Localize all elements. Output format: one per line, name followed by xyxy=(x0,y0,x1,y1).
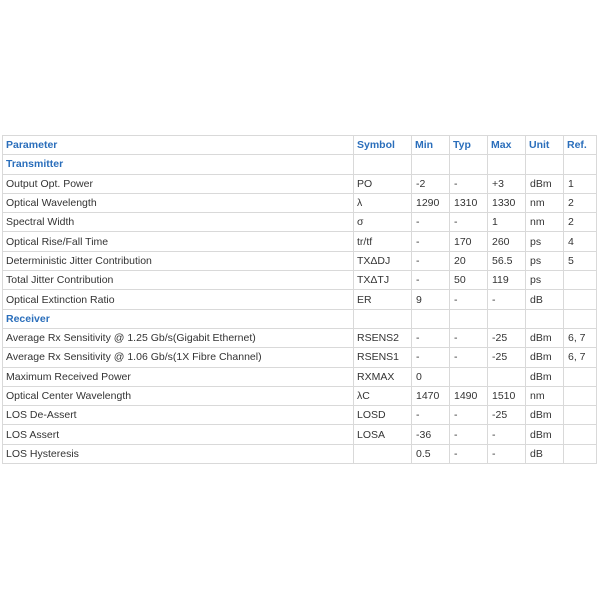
cell-ref: 2 xyxy=(564,193,597,212)
cell-parameter: Optical Center Wavelength xyxy=(3,386,354,405)
cell-max: 1330 xyxy=(488,193,526,212)
section-empty-cell xyxy=(412,309,450,328)
cell-ref: 6, 7 xyxy=(564,328,597,347)
cell-ref: 6, 7 xyxy=(564,348,597,367)
cell-parameter: Optical Wavelength xyxy=(3,193,354,212)
section-empty-cell xyxy=(526,155,564,174)
cell-ref xyxy=(564,425,597,444)
cell-symbol: λ xyxy=(354,193,412,212)
cell-unit: dBm xyxy=(526,348,564,367)
cell-unit: dB xyxy=(526,444,564,463)
cell-typ: - xyxy=(450,213,488,232)
cell-symbol: tr/tf xyxy=(354,232,412,251)
section-empty-cell xyxy=(526,309,564,328)
cell-parameter: Average Rx Sensitivity @ 1.25 Gb/s(Gigabit Ethernet) xyxy=(3,328,354,347)
cell-symbol: RSENS1 xyxy=(354,348,412,367)
cell-min: - xyxy=(412,232,450,251)
cell-typ: 20 xyxy=(450,251,488,270)
cell-unit: dBm xyxy=(526,425,564,444)
cell-symbol: ER xyxy=(354,290,412,309)
cell-min: 1470 xyxy=(412,386,450,405)
cell-max: - xyxy=(488,425,526,444)
cell-ref: 4 xyxy=(564,232,597,251)
cell-symbol: σ xyxy=(354,213,412,232)
cell-typ: 50 xyxy=(450,271,488,290)
cell-unit: dBm xyxy=(526,406,564,425)
cell-ref xyxy=(564,271,597,290)
header-row xyxy=(3,136,597,155)
cell-parameter: Spectral Width xyxy=(3,213,354,232)
table-row xyxy=(3,367,597,386)
cell-typ: - xyxy=(450,444,488,463)
cell-typ: - xyxy=(450,328,488,347)
cell-typ: - xyxy=(450,406,488,425)
table-row xyxy=(3,232,597,251)
cell-unit: dB xyxy=(526,290,564,309)
section-row xyxy=(3,309,597,328)
cell-max: 260 xyxy=(488,232,526,251)
cell-symbol: TXΔTJ xyxy=(354,271,412,290)
cell-parameter: Average Rx Sensitivity @ 1.06 Gb/s(1X Fibre Channel) xyxy=(3,348,354,367)
cell-min: -36 xyxy=(412,425,450,444)
cell-min: - xyxy=(412,271,450,290)
table-row xyxy=(3,386,597,405)
cell-typ: - xyxy=(450,348,488,367)
cell-max: - xyxy=(488,290,526,309)
cell-min: 0 xyxy=(412,367,450,386)
cell-unit: ps xyxy=(526,232,564,251)
cell-symbol: RXMAX xyxy=(354,367,412,386)
cell-typ: - xyxy=(450,290,488,309)
section-empty-cell xyxy=(488,155,526,174)
table-row xyxy=(3,328,597,347)
section-empty-cell xyxy=(354,155,412,174)
cell-unit: ps xyxy=(526,271,564,290)
cell-typ: 170 xyxy=(450,232,488,251)
cell-typ: - xyxy=(450,425,488,444)
cell-ref: 5 xyxy=(564,251,597,270)
cell-typ xyxy=(450,367,488,386)
section-empty-cell xyxy=(564,309,597,328)
cell-max: 1 xyxy=(488,213,526,232)
cell-parameter: Optical Rise/Fall Time xyxy=(3,232,354,251)
cell-ref: 1 xyxy=(564,174,597,193)
cell-min: 1290 xyxy=(412,193,450,212)
section-empty-cell xyxy=(412,155,450,174)
table-row xyxy=(3,174,597,193)
table-row xyxy=(3,425,597,444)
section-row xyxy=(3,155,597,174)
section-empty-cell xyxy=(354,309,412,328)
cell-typ: 1310 xyxy=(450,193,488,212)
cell-min: - xyxy=(412,251,450,270)
cell-parameter: Deterministic Jitter Contribution xyxy=(3,251,354,270)
cell-parameter: LOS Assert xyxy=(3,425,354,444)
section-empty-cell xyxy=(488,309,526,328)
table-row xyxy=(3,213,597,232)
cell-max: +3 xyxy=(488,174,526,193)
cell-min: - xyxy=(412,348,450,367)
cell-ref xyxy=(564,444,597,463)
header-min: Min xyxy=(412,136,450,155)
table-row xyxy=(3,193,597,212)
cell-max: - xyxy=(488,444,526,463)
section-title: Receiver xyxy=(3,309,354,328)
table-row xyxy=(3,406,597,425)
cell-parameter: Optical Extinction Ratio xyxy=(3,290,354,309)
cell-min: - xyxy=(412,328,450,347)
header-ref: Ref. xyxy=(564,136,597,155)
cell-max: 56.5 xyxy=(488,251,526,270)
table-row xyxy=(3,290,597,309)
cell-ref xyxy=(564,386,597,405)
spec-table xyxy=(2,135,597,464)
table-body xyxy=(3,155,597,464)
cell-symbol: λC xyxy=(354,386,412,405)
section-empty-cell xyxy=(450,309,488,328)
cell-min: - xyxy=(412,213,450,232)
cell-ref xyxy=(564,367,597,386)
cell-typ: 1490 xyxy=(450,386,488,405)
cell-symbol xyxy=(354,444,412,463)
header-typ: Typ xyxy=(450,136,488,155)
cell-max: 119 xyxy=(488,271,526,290)
cell-symbol: TXΔDJ xyxy=(354,251,412,270)
cell-parameter: Total Jitter Contribution xyxy=(3,271,354,290)
cell-typ: - xyxy=(450,174,488,193)
cell-unit: dBm xyxy=(526,328,564,347)
table-row xyxy=(3,348,597,367)
cell-symbol: LOSA xyxy=(354,425,412,444)
cell-max xyxy=(488,367,526,386)
section-title: Transmitter xyxy=(3,155,354,174)
cell-min: 0.5 xyxy=(412,444,450,463)
table-row xyxy=(3,251,597,270)
cell-parameter: LOS De-Assert xyxy=(3,406,354,425)
cell-max: -25 xyxy=(488,348,526,367)
cell-parameter: LOS Hysteresis xyxy=(3,444,354,463)
cell-max: -25 xyxy=(488,406,526,425)
table-row xyxy=(3,271,597,290)
section-empty-cell xyxy=(450,155,488,174)
header-max: Max xyxy=(488,136,526,155)
cell-ref xyxy=(564,290,597,309)
cell-parameter: Output Opt. Power xyxy=(3,174,354,193)
cell-ref xyxy=(564,406,597,425)
cell-parameter: Maximum Received Power xyxy=(3,367,354,386)
cell-unit: nm xyxy=(526,213,564,232)
cell-unit: nm xyxy=(526,386,564,405)
cell-unit: dBm xyxy=(526,367,564,386)
cell-unit: dBm xyxy=(526,174,564,193)
cell-symbol: PO xyxy=(354,174,412,193)
cell-min: 9 xyxy=(412,290,450,309)
cell-min: - xyxy=(412,406,450,425)
cell-symbol: LOSD xyxy=(354,406,412,425)
cell-unit: nm xyxy=(526,193,564,212)
cell-unit: ps xyxy=(526,251,564,270)
header-parameter: Parameter xyxy=(3,136,354,155)
cell-max: -25 xyxy=(488,328,526,347)
cell-ref: 2 xyxy=(564,213,597,232)
section-empty-cell xyxy=(564,155,597,174)
table-row xyxy=(3,444,597,463)
header-unit: Unit xyxy=(526,136,564,155)
cell-min: -2 xyxy=(412,174,450,193)
cell-symbol: RSENS2 xyxy=(354,328,412,347)
header-symbol: Symbol xyxy=(354,136,412,155)
cell-max: 1510 xyxy=(488,386,526,405)
